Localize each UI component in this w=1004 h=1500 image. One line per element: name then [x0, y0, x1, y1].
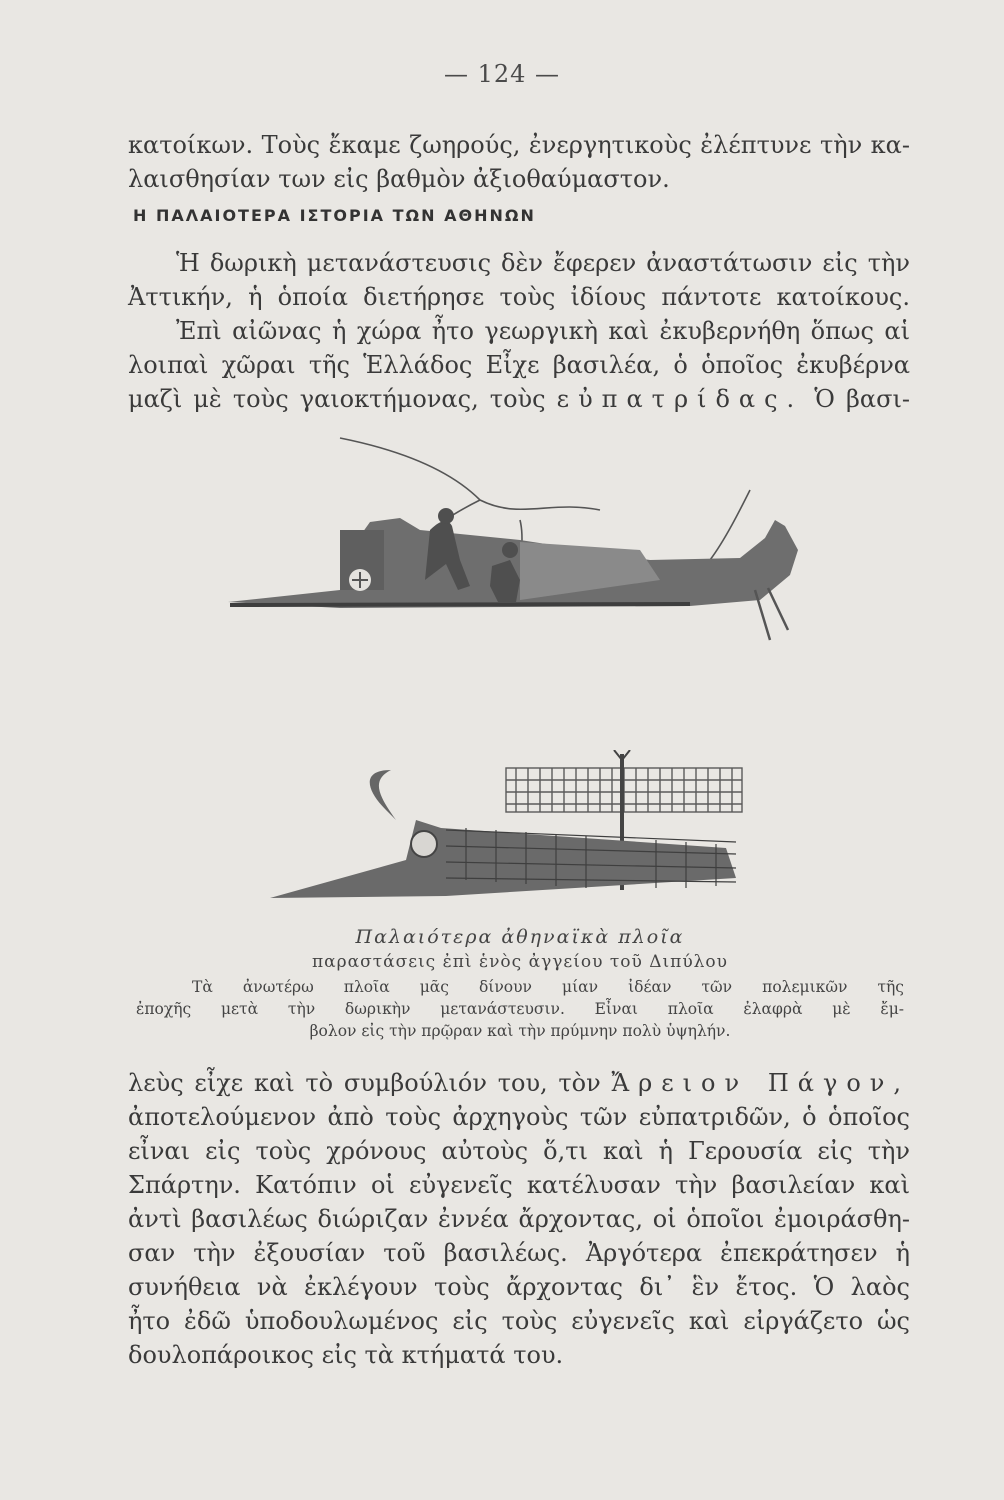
page-number: — 124 —	[443, 60, 561, 88]
figure-caption-subtitle: παραστάσεις ἐπὶ ἑνὸς ἀγγείου τοῦ Διπύλου	[311, 952, 729, 972]
figure-caption-title: Παλαιότερα ἀθηναϊκὰ πλοῖα	[355, 926, 685, 948]
text-line: ἀποτελούμενον ἀπὸ τοὺς ἀρχηγοὺς τῶν εὐπατριδῶν, ὁ ὁποῖος	[128, 1103, 910, 1131]
greek-ship-with-ram-painting	[266, 750, 766, 910]
text-run: μαζὶ μὲ τοὺς γαιοκτήμονας, τοὺς	[128, 385, 546, 413]
text-line: λαισθησίαν των εἰς βαθμὸν ἀξιοθαύμαστον.	[128, 165, 670, 193]
text-line: εἶναι εἰς τοὺς χρόνους αὐτοὺς ὅ,τι καὶ ἡ Γερουσία εἰς τὴν	[128, 1137, 910, 1165]
text-line	[128, 382, 910, 416]
seated-head	[502, 542, 518, 558]
text-line: Ἐπὶ αἰῶνας ἡ χώρα ἦτο γεωργικὴ καὶ ἐκυβερνήθη ὅπως αἱ	[176, 317, 910, 345]
text-line: συνήθεια νὰ ἐκλέγουν τοὺς ἄρχοντας δι᾿ ἓν ἔτος. Ὁ λαὸς	[128, 1273, 910, 1301]
greek-warship-painting	[220, 430, 810, 650]
text-line: Ἡ δωρικὴ μετανάστευσις δὲν ἔφερεν ἀναστάτωσιν εἰς τὴν	[176, 249, 910, 277]
text-line: Σπάρτην. Κατόπιν οἱ εὐγενεῖς κατέλυσαν τὴν βασιλείαν καὶ	[128, 1171, 910, 1199]
text-line: ἀντὶ βασιλέως διώριζαν ἐννέα ἄρχοντας, οἱ ὁποῖοι ἐμοιράσθη-	[128, 1205, 910, 1233]
caption-line: ἐποχῆς μετὰ τὴν δωρικὴν μετανάστευσιν. Εἶναι πλοῖα ἐλαφρὰ μὲ ἔμ-	[136, 1000, 904, 1018]
section-heading: Η ΠΑΛΑΙΟΤΕΡΑ ΙΣΤΟΡΙΑ ΤΩΝ ΑΘΗΝΩΝ	[133, 206, 536, 225]
caption-line: Τὰ ἀνωτέρω πλοῖα μᾶς δίνουν μίαν ἰδέαν τῶν πολεμικῶν τῆς	[192, 978, 904, 996]
text-run: λεὺς εἶχε καὶ τὸ συμβούλιόν του, τὸν	[128, 1069, 601, 1097]
crack-line-1	[340, 438, 600, 510]
paragraph-bottom	[128, 1066, 910, 1372]
caption-line: βολον εἰς τὴν πρῷραν καὶ τὴν πρύμνην πολὺ ὑψηλήν.	[309, 1022, 731, 1040]
text-line: Ἀττικήν, ἡ ὁποία διετήρησε τοὺς ἰδίους πάντοτε κατοίκους.	[128, 283, 910, 311]
text-line: σαν τὴν ἐξουσίαν τοῦ βασιλέως. Ἀργότερα ἐπεκράτησεν ἡ	[128, 1239, 910, 1267]
spaced-word: εὐπατρίδας.	[556, 385, 804, 413]
spaced-word: Ἄρειον Πάγον,	[611, 1069, 910, 1097]
figure-caption-note	[136, 976, 904, 1042]
text-line: δουλοπάροικος εἰς τὰ κτήματά του.	[128, 1341, 564, 1369]
text-line: ἦτο ἐδῶ ὑποδουλωμένος εἰς τοὺς εὐγενεῖς καὶ εἰργάζετο ὡς	[128, 1307, 910, 1335]
paragraph-main	[128, 246, 910, 416]
ram-beam	[230, 604, 690, 605]
rower-head	[438, 508, 454, 524]
eye-symbol	[411, 831, 437, 857]
paragraph-top	[128, 128, 910, 196]
crack-line-4	[710, 490, 750, 560]
text-line: κατοίκων. Τοὺς ἔκαμε ζωηρούς, ἐνεργητικοὺς ἐλέπτυνε τὴν κα-	[128, 131, 910, 159]
text-line: λοιπαὶ χῶραι τῆς Ἑλλάδος Εἶχε βασιλέα, ὁ ὁποῖος ἐκυβέρνα	[128, 351, 910, 379]
stern-curl	[370, 770, 396, 820]
text-run: Ὁ βασι-	[814, 385, 910, 413]
text-line	[128, 1066, 910, 1100]
ship-hull	[270, 820, 736, 898]
